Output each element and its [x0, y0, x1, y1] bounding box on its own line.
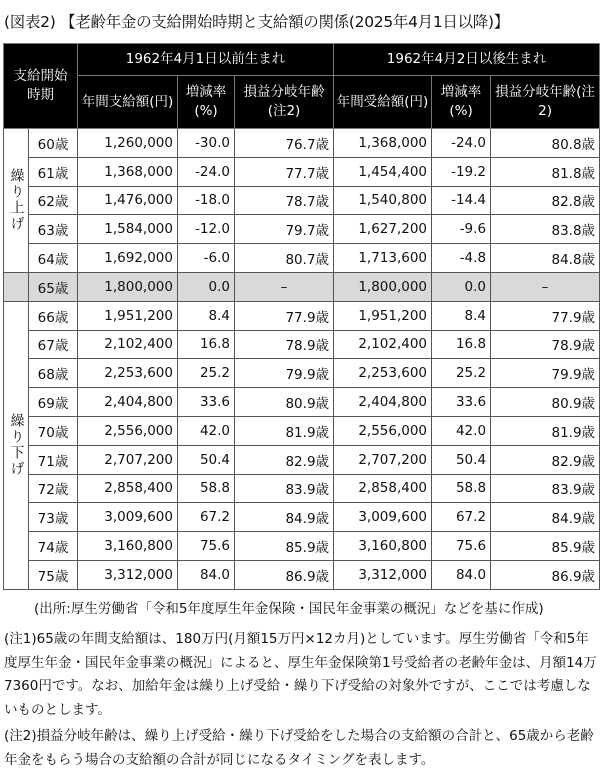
group-late: 繰り下げ	[4, 301, 29, 589]
cell-rate-after: 0.0	[432, 272, 491, 301]
cell-annual-amount-before: 1,368,000	[78, 157, 178, 186]
cell-breakeven-before: 83.9歳	[235, 474, 334, 503]
table-row	[4, 129, 600, 158]
cell-breakeven-after: 78.9歳	[491, 330, 600, 359]
cell-breakeven-before: 76.7歳	[235, 129, 334, 158]
group-early: 繰り上げ	[4, 129, 29, 273]
cell-breakeven-before: 79.7歳	[235, 215, 334, 244]
table-row	[4, 157, 600, 186]
cell-breakeven-after: 77.9歳	[491, 301, 600, 330]
header-rate-1: 増減率(%)	[178, 76, 235, 129]
table-row	[4, 532, 600, 561]
header-annual-amount-1: 年間支給額(円)	[78, 76, 178, 129]
table-row	[4, 244, 600, 273]
cell-age: 65歳	[29, 272, 78, 301]
cell-annual-amount-after: 1,368,000	[334, 129, 432, 158]
header-group-after: 1962年4月2日以後生まれ	[334, 44, 600, 76]
cell-breakeven-after: 79.9歳	[491, 359, 600, 388]
cell-breakeven-after: 84.9歳	[491, 503, 600, 532]
table-row	[4, 272, 600, 301]
header-group-before: 1962年4月1日以前生まれ	[78, 44, 334, 76]
table-row	[4, 186, 600, 215]
cell-annual-amount-before: 2,556,000	[78, 416, 178, 445]
cell-breakeven-before: –	[235, 272, 334, 301]
cell-breakeven-after: 83.8歳	[491, 215, 600, 244]
cell-age: 71歳	[29, 445, 78, 474]
note-2: (注2)損益分岐年齢は、繰り上げ受給・繰り下げ受給をした場合の支給額の合計と、65歳から老齢年金をもらう場合の支給額の合計が同じになるタイミングを表します。	[4, 728, 594, 768]
cell-annual-amount-after: 2,707,200	[334, 445, 432, 474]
table-row	[4, 301, 600, 330]
cell-age: 67歳	[29, 330, 78, 359]
cell-annual-amount-before: 1,584,000	[78, 215, 178, 244]
note-1: (注1)65歳の年間支給額は、180万円(月額15万円×12カ月)としています。厚生労働省「令和5年度厚生年金・国民年金事業の概況」によると、厚生年金保険第1号受給者の老齢年金は、月額14万7360円です。なお、加給年金は繰り上げ受給・繰り下げ受給の対象外ですが、ここでは考慮しないものとします。	[4, 631, 597, 718]
cell-annual-amount-after: 3,009,600	[334, 503, 432, 532]
cell-rate-after: 84.0	[432, 560, 491, 589]
cell-breakeven-after: 80.8歳	[491, 129, 600, 158]
cell-breakeven-after: –	[491, 272, 600, 301]
header-start-period: 支給開始時期	[4, 44, 78, 129]
cell-annual-amount-before: 1,692,000	[78, 244, 178, 273]
table-row	[4, 416, 600, 445]
cell-rate-before: 0.0	[178, 272, 235, 301]
cell-rate-before: 58.8	[178, 474, 235, 503]
cell-breakeven-before: 78.7歳	[235, 186, 334, 215]
cell-age: 70歳	[29, 416, 78, 445]
table-row	[4, 474, 600, 503]
cell-breakeven-after: 83.9歳	[491, 474, 600, 503]
cell-breakeven-after: 81.8歳	[491, 157, 600, 186]
cell-breakeven-after: 85.9歳	[491, 532, 600, 561]
cell-rate-after: 75.6	[432, 532, 491, 561]
cell-breakeven-before: 85.9歳	[235, 532, 334, 561]
table-row	[4, 359, 600, 388]
cell-rate-before: -30.0	[178, 129, 235, 158]
cell-breakeven-before: 84.9歳	[235, 503, 334, 532]
cell-breakeven-before: 82.9歳	[235, 445, 334, 474]
cell-breakeven-before: 80.7歳	[235, 244, 334, 273]
cell-annual-amount-after: 2,102,400	[334, 330, 432, 359]
cell-annual-amount-before: 2,253,600	[78, 359, 178, 388]
cell-breakeven-after: 82.9歳	[491, 445, 600, 474]
cell-annual-amount-after: 1,800,000	[334, 272, 432, 301]
cell-annual-amount-after: 1,454,400	[334, 157, 432, 186]
cell-rate-after: 42.0	[432, 416, 491, 445]
cell-age: 62歳	[29, 186, 78, 215]
cell-rate-before: 42.0	[178, 416, 235, 445]
cell-annual-amount-before: 1,260,000	[78, 129, 178, 158]
cell-rate-after: 50.4	[432, 445, 491, 474]
cell-age: 74歳	[29, 532, 78, 561]
figure-title: (図表2) 【老齢年金の支給開始時期と支給額の関係(2025年4月1日以降)】	[4, 13, 509, 31]
cell-rate-before: 33.6	[178, 388, 235, 417]
source-note: (出所:厚生労働省「令和5年度厚生年金保険・国民年金事業の概況」などを基に作成)	[34, 601, 544, 617]
cell-age: 66歳	[29, 301, 78, 330]
cell-rate-before: -18.0	[178, 186, 235, 215]
cell-rate-after: 16.8	[432, 330, 491, 359]
cell-annual-amount-before: 3,312,000	[78, 560, 178, 589]
cell-annual-amount-before: 1,476,000	[78, 186, 178, 215]
cell-age: 68歳	[29, 359, 78, 388]
group-base	[4, 272, 29, 301]
cell-annual-amount-before: 3,160,800	[78, 532, 178, 561]
cell-annual-amount-before: 1,951,200	[78, 301, 178, 330]
table-row	[4, 330, 600, 359]
cell-rate-after: 8.4	[432, 301, 491, 330]
table-row	[4, 215, 600, 244]
header-rate-2: 増減率(%)	[432, 76, 491, 129]
cell-rate-before: -6.0	[178, 244, 235, 273]
cell-rate-after: -4.8	[432, 244, 491, 273]
cell-rate-before: -24.0	[178, 157, 235, 186]
cell-breakeven-after: 82.8歳	[491, 186, 600, 215]
table-row	[4, 445, 600, 474]
cell-annual-amount-before: 2,404,800	[78, 388, 178, 417]
header-breakeven-1: 損益分岐年齢(注2)	[235, 76, 334, 129]
cell-age: 61歳	[29, 157, 78, 186]
cell-annual-amount-after: 2,858,400	[334, 474, 432, 503]
cell-annual-amount-before: 1,800,000	[78, 272, 178, 301]
cell-rate-before: -12.0	[178, 215, 235, 244]
cell-rate-after: 67.2	[432, 503, 491, 532]
cell-annual-amount-before: 2,858,400	[78, 474, 178, 503]
cell-rate-before: 16.8	[178, 330, 235, 359]
cell-breakeven-before: 78.9歳	[235, 330, 334, 359]
cell-annual-amount-after: 1,627,200	[334, 215, 432, 244]
cell-annual-amount-before: 2,707,200	[78, 445, 178, 474]
cell-rate-before: 84.0	[178, 560, 235, 589]
pension-table	[3, 43, 600, 590]
cell-rate-after: -24.0	[432, 129, 491, 158]
cell-rate-after: -19.2	[432, 157, 491, 186]
cell-age: 72歳	[29, 474, 78, 503]
cell-breakeven-before: 81.9歳	[235, 416, 334, 445]
cell-annual-amount-before: 2,102,400	[78, 330, 178, 359]
cell-annual-amount-after: 2,253,600	[334, 359, 432, 388]
table-row	[4, 503, 600, 532]
cell-annual-amount-after: 2,556,000	[334, 416, 432, 445]
cell-age: 63歳	[29, 215, 78, 244]
cell-breakeven-after: 80.9歳	[491, 388, 600, 417]
cell-rate-before: 25.2	[178, 359, 235, 388]
cell-age: 60歳	[29, 129, 78, 158]
cell-annual-amount-after: 1,951,200	[334, 301, 432, 330]
cell-breakeven-after: 84.8歳	[491, 244, 600, 273]
cell-breakeven-before: 86.9歳	[235, 560, 334, 589]
cell-rate-after: 25.2	[432, 359, 491, 388]
cell-rate-before: 50.4	[178, 445, 235, 474]
cell-rate-after: 33.6	[432, 388, 491, 417]
header-breakeven-2: 損益分岐年齢(注2)	[491, 76, 600, 129]
cell-annual-amount-after: 1,540,800	[334, 186, 432, 215]
cell-annual-amount-after: 1,713,600	[334, 244, 432, 273]
cell-annual-amount-after: 2,404,800	[334, 388, 432, 417]
cell-rate-after: 58.8	[432, 474, 491, 503]
cell-annual-amount-before: 3,009,600	[78, 503, 178, 532]
cell-annual-amount-after: 3,160,800	[334, 532, 432, 561]
cell-rate-after: -14.4	[432, 186, 491, 215]
cell-annual-amount-after: 3,312,000	[334, 560, 432, 589]
cell-age: 73歳	[29, 503, 78, 532]
cell-rate-before: 8.4	[178, 301, 235, 330]
cell-age: 75歳	[29, 560, 78, 589]
cell-breakeven-before: 77.7歳	[235, 157, 334, 186]
cell-age: 69歳	[29, 388, 78, 417]
cell-rate-before: 75.6	[178, 532, 235, 561]
table-row	[4, 560, 600, 589]
cell-rate-after: -9.6	[432, 215, 491, 244]
cell-breakeven-after: 86.9歳	[491, 560, 600, 589]
cell-age: 64歳	[29, 244, 78, 273]
cell-breakeven-before: 77.9歳	[235, 301, 334, 330]
header-annual-amount-2: 年間受給額(円)	[334, 76, 432, 129]
cell-breakeven-before: 80.9歳	[235, 388, 334, 417]
cell-rate-before: 67.2	[178, 503, 235, 532]
cell-breakeven-after: 81.9歳	[491, 416, 600, 445]
cell-breakeven-before: 79.9歳	[235, 359, 334, 388]
table-row	[4, 388, 600, 417]
